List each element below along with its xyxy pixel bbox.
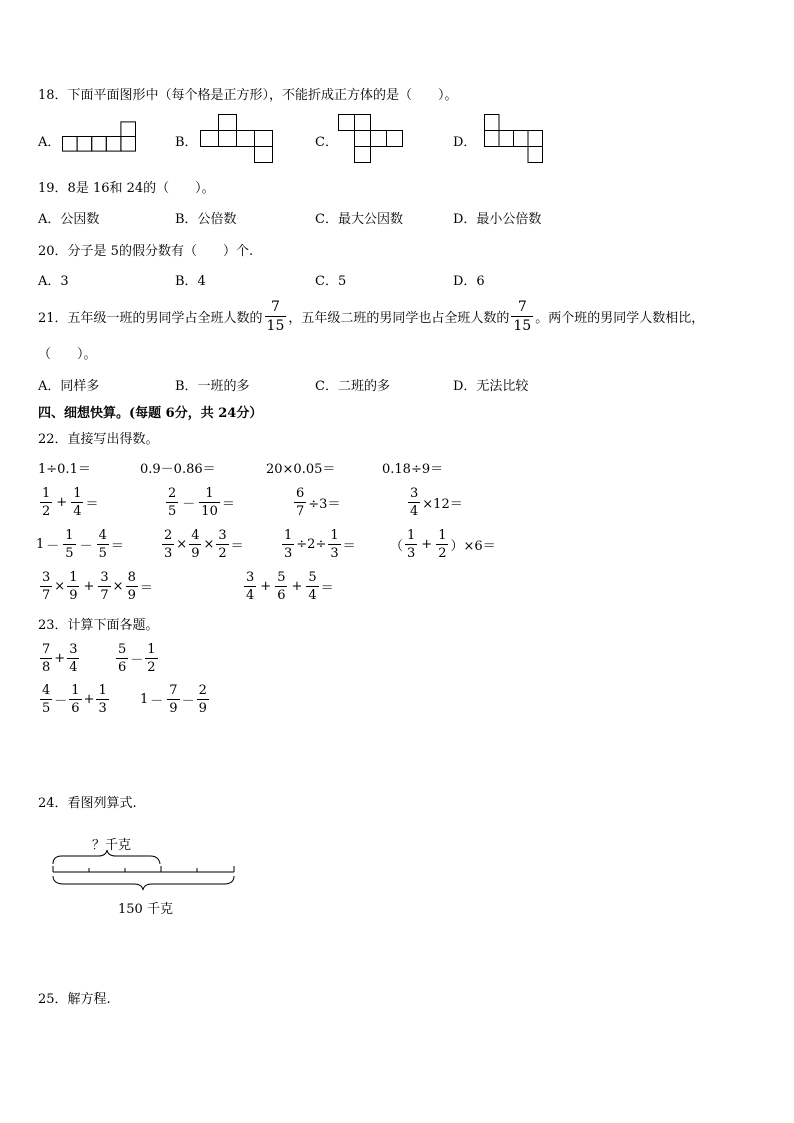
- fraction: [40, 643, 52, 674]
- denominator: 9: [169, 700, 178, 716]
- numerator: 4: [98, 527, 107, 543]
- denominator: 4: [246, 587, 255, 603]
- numerator: 1: [407, 527, 416, 543]
- operator: ×: [203, 536, 215, 552]
- q20-option-a[interactable]: A．3: [38, 274, 69, 289]
- q22-item-5: [38, 483, 98, 521]
- fraction: [282, 529, 294, 560]
- numerator: 3: [246, 569, 255, 585]
- operator: ×: [54, 578, 66, 594]
- numerator: 3: [410, 485, 419, 501]
- fraction: [40, 571, 52, 602]
- equals: ＝: [342, 538, 356, 554]
- numerator: 1: [147, 641, 156, 657]
- denominator: 8: [42, 659, 51, 675]
- operator: ×: [176, 536, 188, 552]
- q22-item-10: [160, 525, 244, 563]
- operator: +: [291, 578, 303, 594]
- fraction: [96, 684, 108, 715]
- denominator: 7: [42, 587, 51, 603]
- top-brace: [53, 850, 160, 864]
- operator: －: [182, 496, 196, 512]
- denominator: 2: [438, 545, 447, 561]
- operator-tail: ×6＝: [463, 538, 496, 554]
- q22-item-2: 0.9－0.86＝: [140, 462, 216, 477]
- q22-item-8: [406, 483, 463, 521]
- fraction: [199, 487, 220, 518]
- q25-stem: 25．解方程.: [38, 992, 111, 1007]
- fraction: [306, 571, 318, 602]
- q21-fraction-1: [265, 300, 287, 333]
- fraction: [98, 571, 110, 602]
- q22-item-3: 20×0.05＝: [266, 462, 336, 477]
- operator: +: [54, 650, 66, 666]
- numerator: 1: [205, 485, 214, 501]
- denominator: 5: [42, 700, 51, 716]
- q21-text-1: 21．五年级一班的男同学占全班人数的: [38, 310, 263, 326]
- denominator: 3: [164, 545, 173, 561]
- numerator: 2: [198, 682, 207, 698]
- operator: －: [150, 693, 164, 709]
- equals: ＝: [110, 538, 124, 554]
- q22-item-11: [280, 525, 356, 563]
- q19-option-c[interactable]: C．最大公因数: [315, 212, 403, 227]
- operator: +: [83, 691, 95, 707]
- q22-item-7: [292, 483, 340, 521]
- equals: ＝: [221, 496, 235, 512]
- denominator: 3: [330, 545, 339, 561]
- operator: －: [181, 693, 195, 709]
- denominator: 15: [266, 317, 285, 334]
- operator: －: [54, 693, 68, 709]
- numerator: 3: [218, 527, 227, 543]
- numerator: 1: [73, 485, 82, 501]
- left-paren: （: [390, 538, 404, 554]
- fraction: [405, 529, 417, 560]
- numerator: 7: [169, 682, 178, 698]
- fraction: [197, 684, 209, 715]
- q19-stem: 19．8是 16和 24的（ ）。: [38, 181, 215, 196]
- denominator: 15: [513, 317, 532, 334]
- q21-text-3: 。两个班的男同学人数相比，: [535, 310, 705, 326]
- fraction: [167, 684, 179, 715]
- numerator: 3: [42, 569, 51, 585]
- fraction: [116, 643, 128, 674]
- q21-text-2: ，五年级二班的男同学也占全班人数的: [288, 310, 510, 326]
- denominator: 10: [201, 503, 218, 519]
- denominator: 6: [277, 587, 286, 603]
- q24-bottom-label: 150 千克: [118, 902, 173, 917]
- right-paren: ）: [450, 538, 464, 554]
- denominator: 3: [407, 545, 416, 561]
- q23-item-3: [38, 680, 111, 718]
- denominator: 6: [71, 700, 80, 716]
- fraction: [294, 487, 306, 518]
- equals: ＝: [320, 580, 334, 596]
- q20-stem: 20．分子是 5的假分数有（ ）个.: [38, 244, 254, 259]
- fraction: [189, 529, 201, 560]
- fraction: [97, 529, 109, 560]
- q23-item-1: [38, 639, 81, 677]
- q21-option-a[interactable]: A．同样多: [38, 379, 100, 394]
- numerator: 1: [330, 527, 339, 543]
- q18-net-d: [484, 114, 544, 164]
- denominator: 2: [147, 659, 156, 675]
- q22-item-9: [36, 525, 124, 563]
- numerator: 1: [438, 527, 447, 543]
- denominator: 9: [198, 700, 207, 716]
- operator: －: [79, 538, 93, 554]
- numerator: 1: [98, 682, 107, 698]
- numerator: 2: [164, 527, 173, 543]
- operator: －: [46, 538, 60, 554]
- fraction: [145, 643, 157, 674]
- denominator: 2: [218, 545, 227, 561]
- q24-stem: 24．看图列算式.: [38, 796, 137, 811]
- q21-option-d[interactable]: D．无法比较: [453, 379, 529, 394]
- operator: +: [421, 536, 433, 552]
- q19-option-d[interactable]: D．最小公倍数: [453, 212, 542, 227]
- operator: +: [260, 578, 272, 594]
- denominator: 7: [100, 587, 109, 603]
- numerator: 7: [271, 298, 280, 315]
- q23-stem: 23．计算下面各题。: [38, 618, 159, 633]
- q19-option-a[interactable]: A．公因数: [38, 212, 100, 227]
- denominator: 5: [98, 545, 107, 561]
- fraction: [275, 571, 287, 602]
- numerator: 1: [65, 527, 74, 543]
- q21-stem: [38, 296, 704, 336]
- q18-net-c: [338, 114, 404, 164]
- denominator: 7: [296, 503, 305, 519]
- denominator: 9: [127, 587, 136, 603]
- q18-stem: 18．下面平面图形中（每个格是正方形），不能折成正方体的是（ ）。: [38, 88, 458, 103]
- q18-option-a-label[interactable]: A．: [38, 135, 61, 150]
- numerator: 4: [42, 682, 51, 698]
- q18-option-d-label[interactable]: D．: [453, 135, 477, 150]
- fraction: [69, 684, 81, 715]
- q19-option-b[interactable]: B．公倍数: [175, 212, 237, 227]
- operator-tail: ÷3＝: [308, 496, 341, 512]
- whole-number: 1: [140, 691, 149, 707]
- numerator: 5: [277, 569, 286, 585]
- bottom-brace: [53, 876, 234, 890]
- numerator: 4: [191, 527, 200, 543]
- q18-net-a: [62, 124, 137, 154]
- fraction: [244, 571, 256, 602]
- denominator: 4: [308, 587, 317, 603]
- q22-item-14: [242, 567, 334, 605]
- fraction: [126, 571, 138, 602]
- denominator: 4: [69, 659, 78, 675]
- numerator: 5: [308, 569, 317, 585]
- numerator: 3: [69, 641, 78, 657]
- operator: －: [130, 652, 144, 668]
- q18-option-c-label[interactable]: C．: [315, 135, 338, 150]
- q20-option-c[interactable]: C．5: [315, 274, 347, 289]
- q22-item-13: [38, 567, 153, 605]
- fraction: [63, 529, 75, 560]
- q23-item-4: [140, 680, 211, 718]
- numerator: 1: [284, 527, 293, 543]
- denominator: 6: [118, 659, 127, 675]
- denominator: 3: [284, 545, 293, 561]
- denominator: 4: [410, 503, 419, 519]
- q22-item-4: 0.18÷9＝: [382, 462, 444, 477]
- q21-option-b[interactable]: B．一班的多: [175, 379, 250, 394]
- q22-stem: 22．直接写出得数。: [38, 432, 159, 447]
- fraction: [408, 487, 420, 518]
- denominator: 9: [191, 545, 200, 561]
- numerator: 5: [118, 641, 127, 657]
- equals: ＝: [139, 580, 153, 596]
- fraction: [71, 487, 83, 518]
- q21-stem-line2: （ ）。: [38, 347, 97, 362]
- q21-option-c[interactable]: C．二班的多: [315, 379, 390, 394]
- q22-item-6: [164, 483, 235, 521]
- q21-fraction-2: [511, 300, 533, 333]
- fraction: [436, 529, 448, 560]
- numerator: 2: [168, 485, 177, 501]
- numerator: 1: [71, 682, 80, 698]
- q24-top-label: ？千克: [92, 838, 132, 853]
- operator: +: [56, 494, 68, 510]
- q23-item-2: [114, 639, 160, 677]
- operator: ×: [112, 578, 124, 594]
- q18-option-b-label[interactable]: B．: [175, 135, 198, 150]
- q20-option-b[interactable]: B．4: [175, 274, 206, 289]
- fraction: [67, 571, 79, 602]
- operator: ÷2÷: [296, 536, 327, 552]
- numerator: 8: [127, 569, 136, 585]
- q22-item-1: 1÷0.1＝: [38, 462, 91, 477]
- denominator: 5: [65, 545, 74, 561]
- numerator: 6: [296, 485, 305, 501]
- denominator: 5: [168, 503, 177, 519]
- q22-item-12: [390, 525, 496, 563]
- equals: ＝: [230, 538, 244, 554]
- whole-number: 1: [36, 536, 45, 552]
- operator-tail: ×12＝: [422, 496, 463, 512]
- q24-segment-diagram: [50, 850, 240, 890]
- operator: +: [83, 578, 95, 594]
- fraction: [40, 487, 52, 518]
- fraction: [216, 529, 228, 560]
- numerator: 1: [42, 485, 51, 501]
- denominator: 4: [73, 503, 82, 519]
- fraction: [162, 529, 174, 560]
- numerator: 1: [69, 569, 78, 585]
- fraction: [166, 487, 178, 518]
- fraction: [40, 684, 52, 715]
- numerator: 3: [100, 569, 109, 585]
- fraction: [328, 529, 340, 560]
- numerator: 7: [517, 298, 527, 315]
- fraction: [67, 643, 79, 674]
- denominator: 9: [69, 587, 78, 603]
- q20-option-d[interactable]: D．6: [453, 274, 485, 289]
- q18-net-b: [200, 114, 276, 164]
- numerator: 7: [42, 641, 51, 657]
- section-heading: 四、细想快算。(每题 6分，共 24分）: [38, 406, 263, 421]
- denominator: 2: [42, 503, 51, 519]
- equals: ＝: [85, 496, 99, 512]
- denominator: 3: [98, 700, 107, 716]
